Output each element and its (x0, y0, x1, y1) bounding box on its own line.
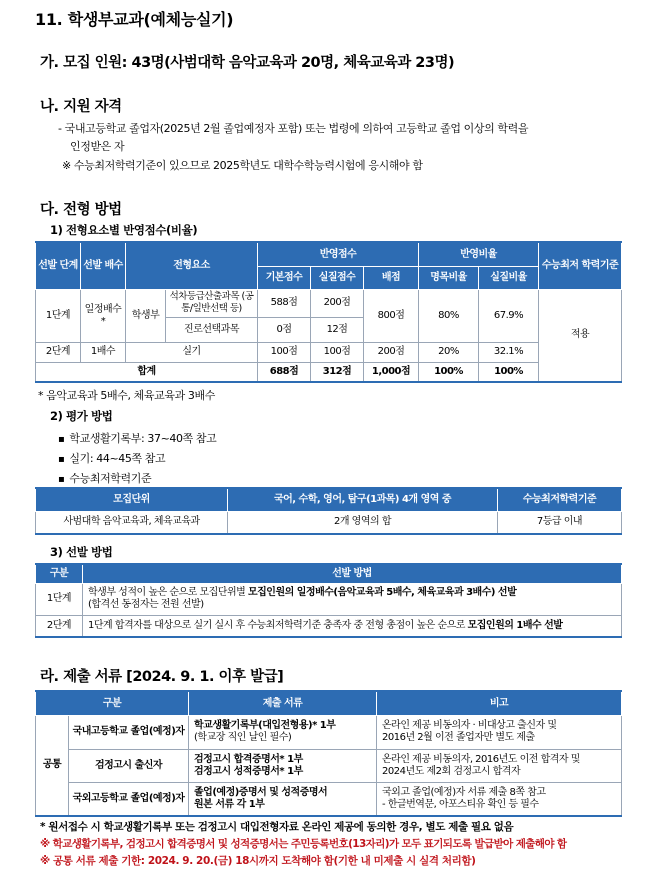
overseas-doc-1: 졸업(예정)증명서 및 성적증명서 (194, 786, 328, 798)
cell-nominal-1: 80% (419, 289, 479, 342)
documents-note-2: ※ 학교생활기록부, 검정고시 합격증명서 및 성적증명서는 주민등록번호(13자리)가 모두 표기되도록 발급받아 제출해야 함 (40, 838, 567, 850)
cell-real-ranked: 200점 (311, 289, 364, 317)
th-unit: 모집단위 (36, 488, 228, 511)
table1-footnote: * 음악교육과 5배수, 체육교육과 3배수 (38, 389, 215, 402)
cell-total-nominal: 100% (419, 362, 479, 382)
cell-areas: 2개 영역의 합 (228, 511, 498, 534)
cell-sel-stage-2: 2단계 (36, 615, 83, 637)
cell-total-realratio: 100% (479, 362, 539, 382)
page-title: 11. 학생부교과(예체능실기) (35, 10, 234, 29)
th-real: 실질점수 (311, 266, 364, 289)
section-documents-title: 라. 제출 서류 [2024. 9. 1. 이후 발급] (40, 669, 284, 685)
documents-note-3: ※ 공통 서류 제출 기한: 2024. 9. 20.(금) 18시까지 도착해야 함(기한 내 미제출 시 실격 처리함) (40, 855, 476, 867)
evaluation-title: 2) 평가 방법 (50, 409, 113, 423)
cell-overseas-note (377, 782, 622, 816)
th-realratio: 실질비율 (479, 266, 539, 289)
cell-sel-method-2 (83, 615, 622, 637)
sel-1-text: 학생부 성적이 높은 순으로 모집단위별 (88, 587, 248, 598)
sel-2-bold: 모집인원의 1배수 선발 (467, 619, 563, 631)
ged-note-2: 2024년도 제2회 검정고시 합격자 (382, 765, 521, 777)
ged-note-1: 온라인 제공 비동의자, 2016년도 이전 합격자 및 (382, 753, 580, 765)
selection-title: 3) 선발 방법 (50, 545, 113, 559)
cell-ged-docs (189, 749, 377, 782)
documents-note-1: * 원서접수 시 학교생활기록부 또는 검정고시 대입전형자료 온라인 제공에 동의한 경우, 별도 제출 필요 없음 (40, 821, 514, 833)
bullet-practical: ▪ 실기: 44~45쪽 참고 (58, 450, 165, 466)
cell-basic-ranked: 588점 (258, 289, 311, 317)
cell-element-practical: 실기 (126, 342, 258, 362)
cell-sub-ranked: 석차등급산출과목 (공통/일반선택 등) (166, 289, 258, 317)
documents-table (35, 690, 622, 817)
th-doc-division: 구분 (36, 691, 189, 715)
th-alloc: 배점 (364, 266, 419, 289)
th-ratio: 반영비율 (419, 242, 539, 266)
cell-realratio-2: 32.1% (479, 342, 539, 362)
th-stage: 선발 단계 (36, 242, 81, 289)
th-selection: 선발 방법 (83, 564, 622, 583)
cell-multiple-2: 1배수 (81, 342, 126, 362)
ged-doc-2: 검정고시 성적증명서* 1부 (194, 765, 303, 777)
cell-standard: 7등급 이내 (498, 511, 622, 534)
overseas-note-1: 국외고 졸업(예정)자 서류 제출 8쪽 참고 (382, 786, 546, 798)
th-doc-docs: 제출 서류 (189, 691, 377, 715)
cell-overseas: 국외고등학교 졸업(예정)자 (69, 782, 189, 816)
cell-realratio-1: 67.9% (479, 289, 539, 342)
cell-common: 공통 (36, 715, 69, 816)
cell-basic-career: 0점 (258, 317, 311, 342)
section-recruit-count: 가. 모집 인원: 43명(사범대학 음악교육과 20명, 체육교육과 23명) (40, 55, 455, 71)
section-method-title: 다. 전형 방법 (40, 202, 122, 218)
score-table (35, 241, 622, 383)
domestic-doc-1: 학교생활기록부(대입전형용)* 1부 (194, 720, 336, 731)
domestic-doc-2: (학교장 직인 날인 필수) (194, 732, 292, 743)
th-multiple: 선발 배수 (81, 242, 126, 289)
section-eligibility-title: 나. 지원 자격 (40, 99, 122, 115)
cell-stage-2: 2단계 (36, 342, 81, 362)
cell-real-2: 100점 (311, 342, 364, 362)
cell-sub-career: 진로선택과목 (166, 317, 258, 342)
th-standard: 수능최저학력기준 (498, 488, 622, 511)
th-doc-note: 비고 (377, 691, 622, 715)
cell-total-basic: 688점 (258, 362, 311, 382)
cell-basic-2: 100점 (258, 342, 311, 362)
cell-ged: 검정고시 출신자 (69, 749, 189, 782)
min-standard-table (35, 487, 622, 535)
cell-real-career: 12점 (311, 317, 364, 342)
eligibility-line-2: 인정받은 자 (70, 140, 125, 153)
cell-nominal-2: 20% (419, 342, 479, 362)
cell-total-real: 312점 (311, 362, 364, 382)
cell-stage-1: 1단계 (36, 289, 81, 342)
cell-total-alloc: 1,000점 (364, 362, 419, 382)
th-basic: 기본점수 (258, 266, 311, 289)
cell-alloc-2: 200점 (364, 342, 419, 362)
eligibility-line-1: - 국내고등학교 졸업자(2025년 2월 졸업예정자 포함) 또는 법령에 의하여 고등학교 졸업 이상의 학력을 (58, 122, 529, 135)
cell-domestic: 국내고등학교 졸업(예정)자 (69, 715, 189, 749)
overseas-doc-2: 원본 서류 각 1부 (194, 798, 265, 810)
th-element: 전형요소 (126, 242, 258, 289)
sel-1-bold: 모집인원의 일정배수(음악교육과 5배수, 체육교육과 3배수) 선발 (247, 587, 517, 598)
th-division: 구분 (36, 564, 83, 583)
cell-min-apply: 적용 (539, 289, 622, 382)
bullet-min-standard: ▪ 수능최저학력기준 (58, 470, 151, 486)
domestic-note-1: 온라인 제공 비동의자 · 비대상고 출신자 및 (382, 720, 557, 731)
cell-sel-method-1 (83, 583, 622, 615)
cell-overseas-docs (189, 782, 377, 816)
th-nominal: 명목비율 (419, 266, 479, 289)
cell-domestic-note (377, 715, 622, 749)
sel-2-text: 1단계 합격자를 대상으로 실기 실시 후 수능최저학력기준 충족자 중 전형 총점이 높은 순으로 (88, 619, 468, 631)
domestic-note-2: 2016년 2월 이전 졸업자만 별도 제출 (382, 732, 535, 743)
cell-unit: 사범대학 음악교육과, 체육교육과 (36, 511, 228, 534)
cell-multiple-1: 일정배수* (81, 289, 126, 342)
selection-table (35, 563, 622, 638)
th-areas: 국어, 수학, 영어, 탐구(1과목) 4개 영역 중 (228, 488, 498, 511)
cell-total-label: 합계 (36, 362, 258, 382)
bullet-record: ▪ 학교생활기록부: 37~40쪽 참고 (58, 430, 216, 446)
overseas-note-2: - 한글번역문, 아포스티유 확인 등 필수 (382, 798, 539, 810)
th-min-standard: 수능최저 학력기준 (539, 242, 622, 289)
cell-ged-note (377, 749, 622, 782)
cell-element-record: 학생부 (126, 289, 166, 342)
sel-1-tie: (합격선 동점자는 전원 선발) (88, 599, 204, 610)
table1-title: 1) 전형요소별 반영점수(비율) (50, 223, 198, 237)
eligibility-note: ※ 수능최저학력기준이 있으므로 2025학년도 대학수학능력시험에 응시해야 함 (62, 159, 423, 172)
ged-doc-1: 검정고시 합격증명서* 1부 (194, 753, 303, 765)
th-score: 반영점수 (258, 242, 419, 266)
cell-sel-stage-1: 1단계 (36, 583, 83, 615)
cell-alloc-1: 800점 (364, 289, 419, 342)
cell-domestic-docs (189, 715, 377, 749)
